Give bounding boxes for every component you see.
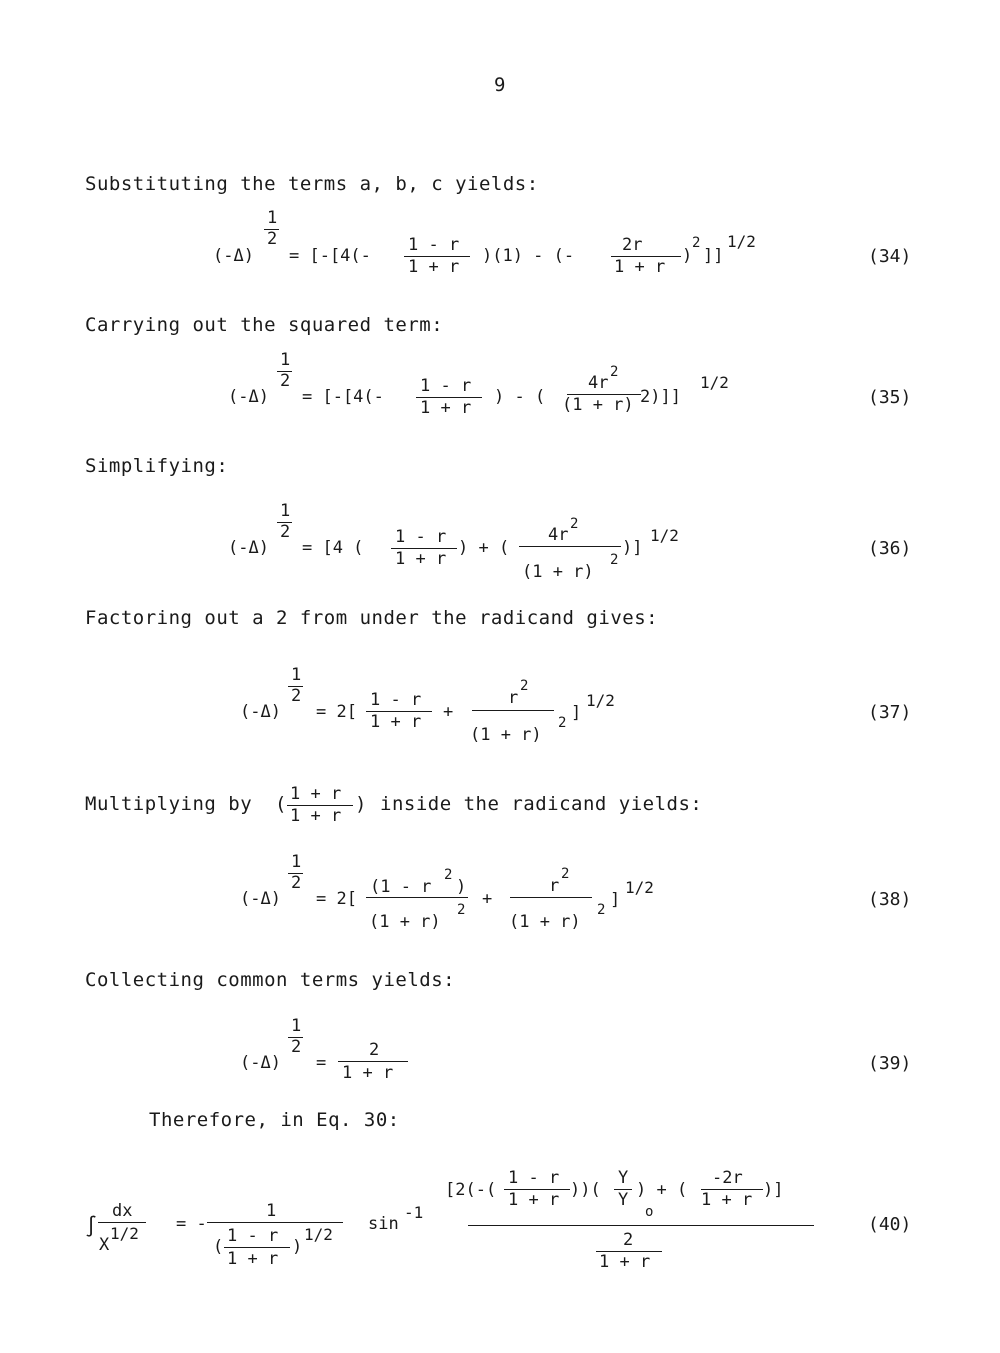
rhs-part: = [4 ( [302, 538, 364, 558]
half-exp-den: 2 [280, 371, 291, 391]
half-exp-num: 1 [291, 665, 302, 685]
equation-number: (37) [868, 702, 912, 723]
prose-carrying: Carrying out the squared term: [85, 314, 444, 336]
integral-sign: ∫ [85, 1214, 98, 1238]
lhs: (-Δ) [240, 702, 281, 722]
superscript: 2 [610, 552, 619, 568]
half-exp-num: 1 [291, 852, 302, 872]
lhs: (-Δ) [240, 889, 281, 909]
rhs-part: + [443, 702, 454, 722]
rhs-part: ] [571, 703, 582, 723]
rhs-part: ) + ( [458, 538, 510, 558]
subscript: o [645, 1204, 654, 1220]
frac-den: (1 + r) [562, 395, 634, 415]
superscript: 2 [558, 715, 567, 731]
factor-close: ) [355, 793, 367, 815]
frac-den: 1 + r [420, 398, 472, 418]
coef-den-rule [224, 1247, 290, 1248]
frac-num: 4r [588, 373, 609, 393]
coef-num: 1 [266, 1201, 277, 1221]
half-exp-den: 2 [291, 686, 302, 706]
frac-den: (1 + r) [369, 912, 441, 932]
rhs-part: ] [610, 890, 621, 910]
prose-simplifying: Simplifying: [85, 455, 229, 477]
exponent-half: 1/2 [625, 878, 654, 897]
rhs-part: 2)]] [640, 387, 681, 407]
superscript: 2 [610, 364, 619, 380]
coef-den-num: 1 - r [227, 1226, 279, 1246]
prose-substituting: Substituting the terms a, b, c yields: [85, 173, 539, 195]
half-exp-den: 2 [267, 229, 278, 249]
equation-number: (35) [868, 387, 912, 408]
frac-num: 4r [548, 525, 569, 545]
half-exp-num: 1 [280, 501, 291, 521]
arg-num-part: ) + ( [636, 1180, 688, 1200]
lhs: (-Δ) [213, 246, 254, 266]
half-exp-num: 1 [291, 1016, 302, 1036]
arg-frac-num: Y [618, 1168, 629, 1188]
prose-multiplying-before: Multiplying by [85, 793, 253, 815]
superscript: 2 [520, 678, 529, 694]
frac-den: 1 + r [408, 257, 460, 277]
arg-frac-den: 1 + r [701, 1190, 753, 1210]
superscript: 2 [597, 902, 606, 918]
integrand-den: X [99, 1235, 110, 1255]
integrand-num: dx [112, 1201, 133, 1221]
frac-den: (1 + r) [522, 562, 594, 582]
rhs-part: = [-[4(- [302, 387, 384, 407]
frac-num: 1 - r [420, 376, 472, 396]
prose-therefore: Therefore, in Eq. 30: [149, 1109, 400, 1131]
coef-rule [207, 1222, 343, 1223]
coef-den-open: ( [213, 1237, 224, 1257]
arg-frac-den: Y [618, 1190, 629, 1210]
coef-den-close: ) [292, 1237, 303, 1257]
prose-multiplying-after: inside the radicand yields: [380, 793, 703, 815]
frac-num-close: ) [456, 877, 467, 897]
frac-den: (1 + r) [470, 725, 542, 745]
frac-rule [366, 897, 468, 898]
coef-den-den: 1 + r [227, 1249, 279, 1269]
factor-num: 1 + r [290, 784, 342, 804]
arg-frac-num: 1 - r [508, 1168, 560, 1188]
exponent-half: 1/2 [650, 526, 679, 545]
equals: = - [176, 1214, 207, 1234]
exponent-half: 1/2 [700, 373, 729, 392]
frac-num: 1 - r [408, 235, 460, 255]
equation-number: (40) [868, 1214, 912, 1235]
frac-den: 1 + r [614, 257, 666, 277]
frac-den: 1 + r [342, 1063, 394, 1083]
frac-den: 1 + r [395, 549, 447, 569]
arg-den-num: 2 [623, 1230, 634, 1250]
half-exp-num: 1 [267, 208, 278, 228]
frac-rule [510, 897, 592, 898]
equals: = [316, 1053, 327, 1073]
rhs-part: )] [622, 538, 643, 558]
equation-number: (36) [868, 538, 912, 559]
frac-rule [338, 1061, 408, 1062]
equation-number: (39) [868, 1053, 912, 1074]
page-number: 9 [494, 74, 506, 96]
arg-frac-den: 1 + r [508, 1190, 560, 1210]
frac-rule [519, 546, 621, 547]
frac-num: r [549, 876, 560, 896]
exponent-half: 1/2 [727, 232, 756, 251]
arg-num-part: [2(-( [445, 1180, 497, 1200]
superscript: 2 [444, 867, 453, 883]
half-exp-num: 1 [280, 350, 291, 370]
frac-rule [472, 710, 554, 711]
frac-num: 1 - r [395, 527, 447, 547]
frac-num: 2r [622, 235, 643, 255]
lhs: (-Δ) [240, 1053, 281, 1073]
half-exp-den: 2 [291, 1037, 302, 1057]
superscript: 2 [561, 866, 570, 882]
exponent-half: 1/2 [586, 691, 615, 710]
arg-main-rule [468, 1225, 814, 1226]
frac-den: 1 + r [370, 712, 422, 732]
integrand-rule [98, 1222, 146, 1223]
frac-num: 2 [369, 1040, 380, 1060]
prose-factoring: Factoring out a 2 from under the radicand gives: [85, 607, 659, 629]
frac-den: (1 + r) [509, 912, 581, 932]
rhs-part: )(1) - (- [482, 246, 575, 266]
lhs: (-Δ) [228, 538, 269, 558]
lhs: (-Δ) [228, 387, 269, 407]
arcsin-function: sin [368, 1214, 399, 1234]
frac-num: (1 - r [370, 877, 432, 897]
rhs-part: + [482, 889, 493, 909]
half-exp-den: 2 [280, 522, 291, 542]
rhs-part: ]] [703, 246, 724, 266]
superscript: 2 [692, 235, 701, 251]
rhs-part: = 2[ [316, 889, 357, 909]
arg-num-part: ))( [570, 1180, 601, 1200]
rhs-part: = [-[4(- [289, 246, 371, 266]
frac-num: r [508, 688, 519, 708]
rhs-part: = 2[ [316, 702, 357, 722]
prose-collecting: Collecting common terms yields: [85, 969, 456, 991]
arg-den-den: 1 + r [599, 1252, 651, 1272]
superscript: 1/2 [110, 1224, 139, 1243]
factor-den: 1 + r [290, 806, 342, 826]
superscript: -1 [404, 1203, 424, 1222]
superscript: 2 [570, 516, 579, 532]
rhs-part: ) [682, 246, 693, 266]
rhs-part: ) - ( [494, 387, 546, 407]
equation-number: (34) [868, 246, 912, 267]
half-exp-den: 2 [291, 873, 302, 893]
arg-frac-num: -2r [712, 1168, 743, 1188]
superscript: 1/2 [304, 1225, 333, 1244]
equation-number: (38) [868, 889, 912, 910]
arg-num-part: )] [763, 1180, 784, 1200]
superscript: 2 [457, 902, 466, 918]
factor-open: ( [275, 793, 287, 815]
frac-num: 1 - r [370, 690, 422, 710]
